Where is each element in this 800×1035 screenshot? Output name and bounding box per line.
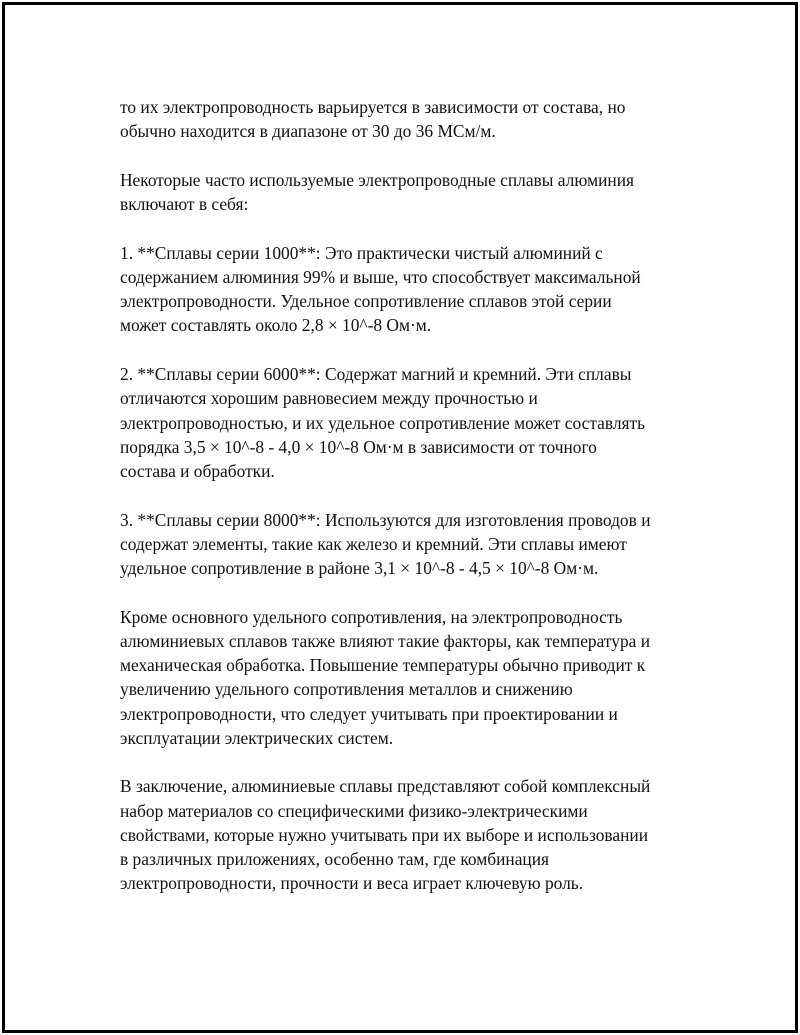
list-item-series-1000: 1. **Сплавы серии 1000**: Это практически чистый алюминий с содержанием алюминия 99% и выше, что способствует максимальной электропроводности. Удельное сопротивление сплавов этой серии может составлять около 2,8 × 10^-8 Ом·м. [120, 242, 641, 336]
paragraph-conductivity-range: то их электропроводность варьируется в зависимости от состава, но обычно находится в диапазоне от 30 до 36 МСм/м. [120, 97, 626, 142]
list-item-series-6000: 2. **Сплавы серии 6000**: Содержат магний и кремний. Эти сплавы отличаются хорошим равновесием между прочностью и электропроводностью, и их удельное сопротивление может составлять порядка 3,5 × 10^-8 - 4,0 × 10^-8 Ом·м в зависимости от точного состава и обработки. [120, 364, 646, 481]
list-item-series-8000: 3. **Сплавы серии 8000**: Используются для изготовления проводов и содержат элементы, такие как железо и кремний. Эти сплавы имеют удельное сопротивление в районе 3,1 × 10^-8 - 4,5 × 10^-8 Ом·м. [120, 509, 651, 579]
paragraph-factors: Кроме основного удельного сопротивления, на электропроводность алюминиевых сплавов также влияют такие факторы, как температура и механическая обработка. Повышение температуры обычно приводит к увеличению удельного сопротивления металлов и снижению электропроводности, что следует учитывать при проектировании и эксплуатации электрических систем. [120, 606, 651, 748]
paragraph-conclusion: В заключение, алюминиевые сплавы представляют собой комплексный набор материалов со специфическими физико-электрическими свойствами, которые нужно учитывать при их выборе и использовании в различных приложениях, особенно там, где комбинация электропроводности, прочности и веса играет ключевую роль. [120, 776, 651, 894]
page-frame [2, 2, 798, 1033]
paragraph-intro-list: Некоторые часто используемые электропроводные сплавы алюминия включают в себя: [120, 169, 635, 215]
document-body [120, 95, 700, 920]
